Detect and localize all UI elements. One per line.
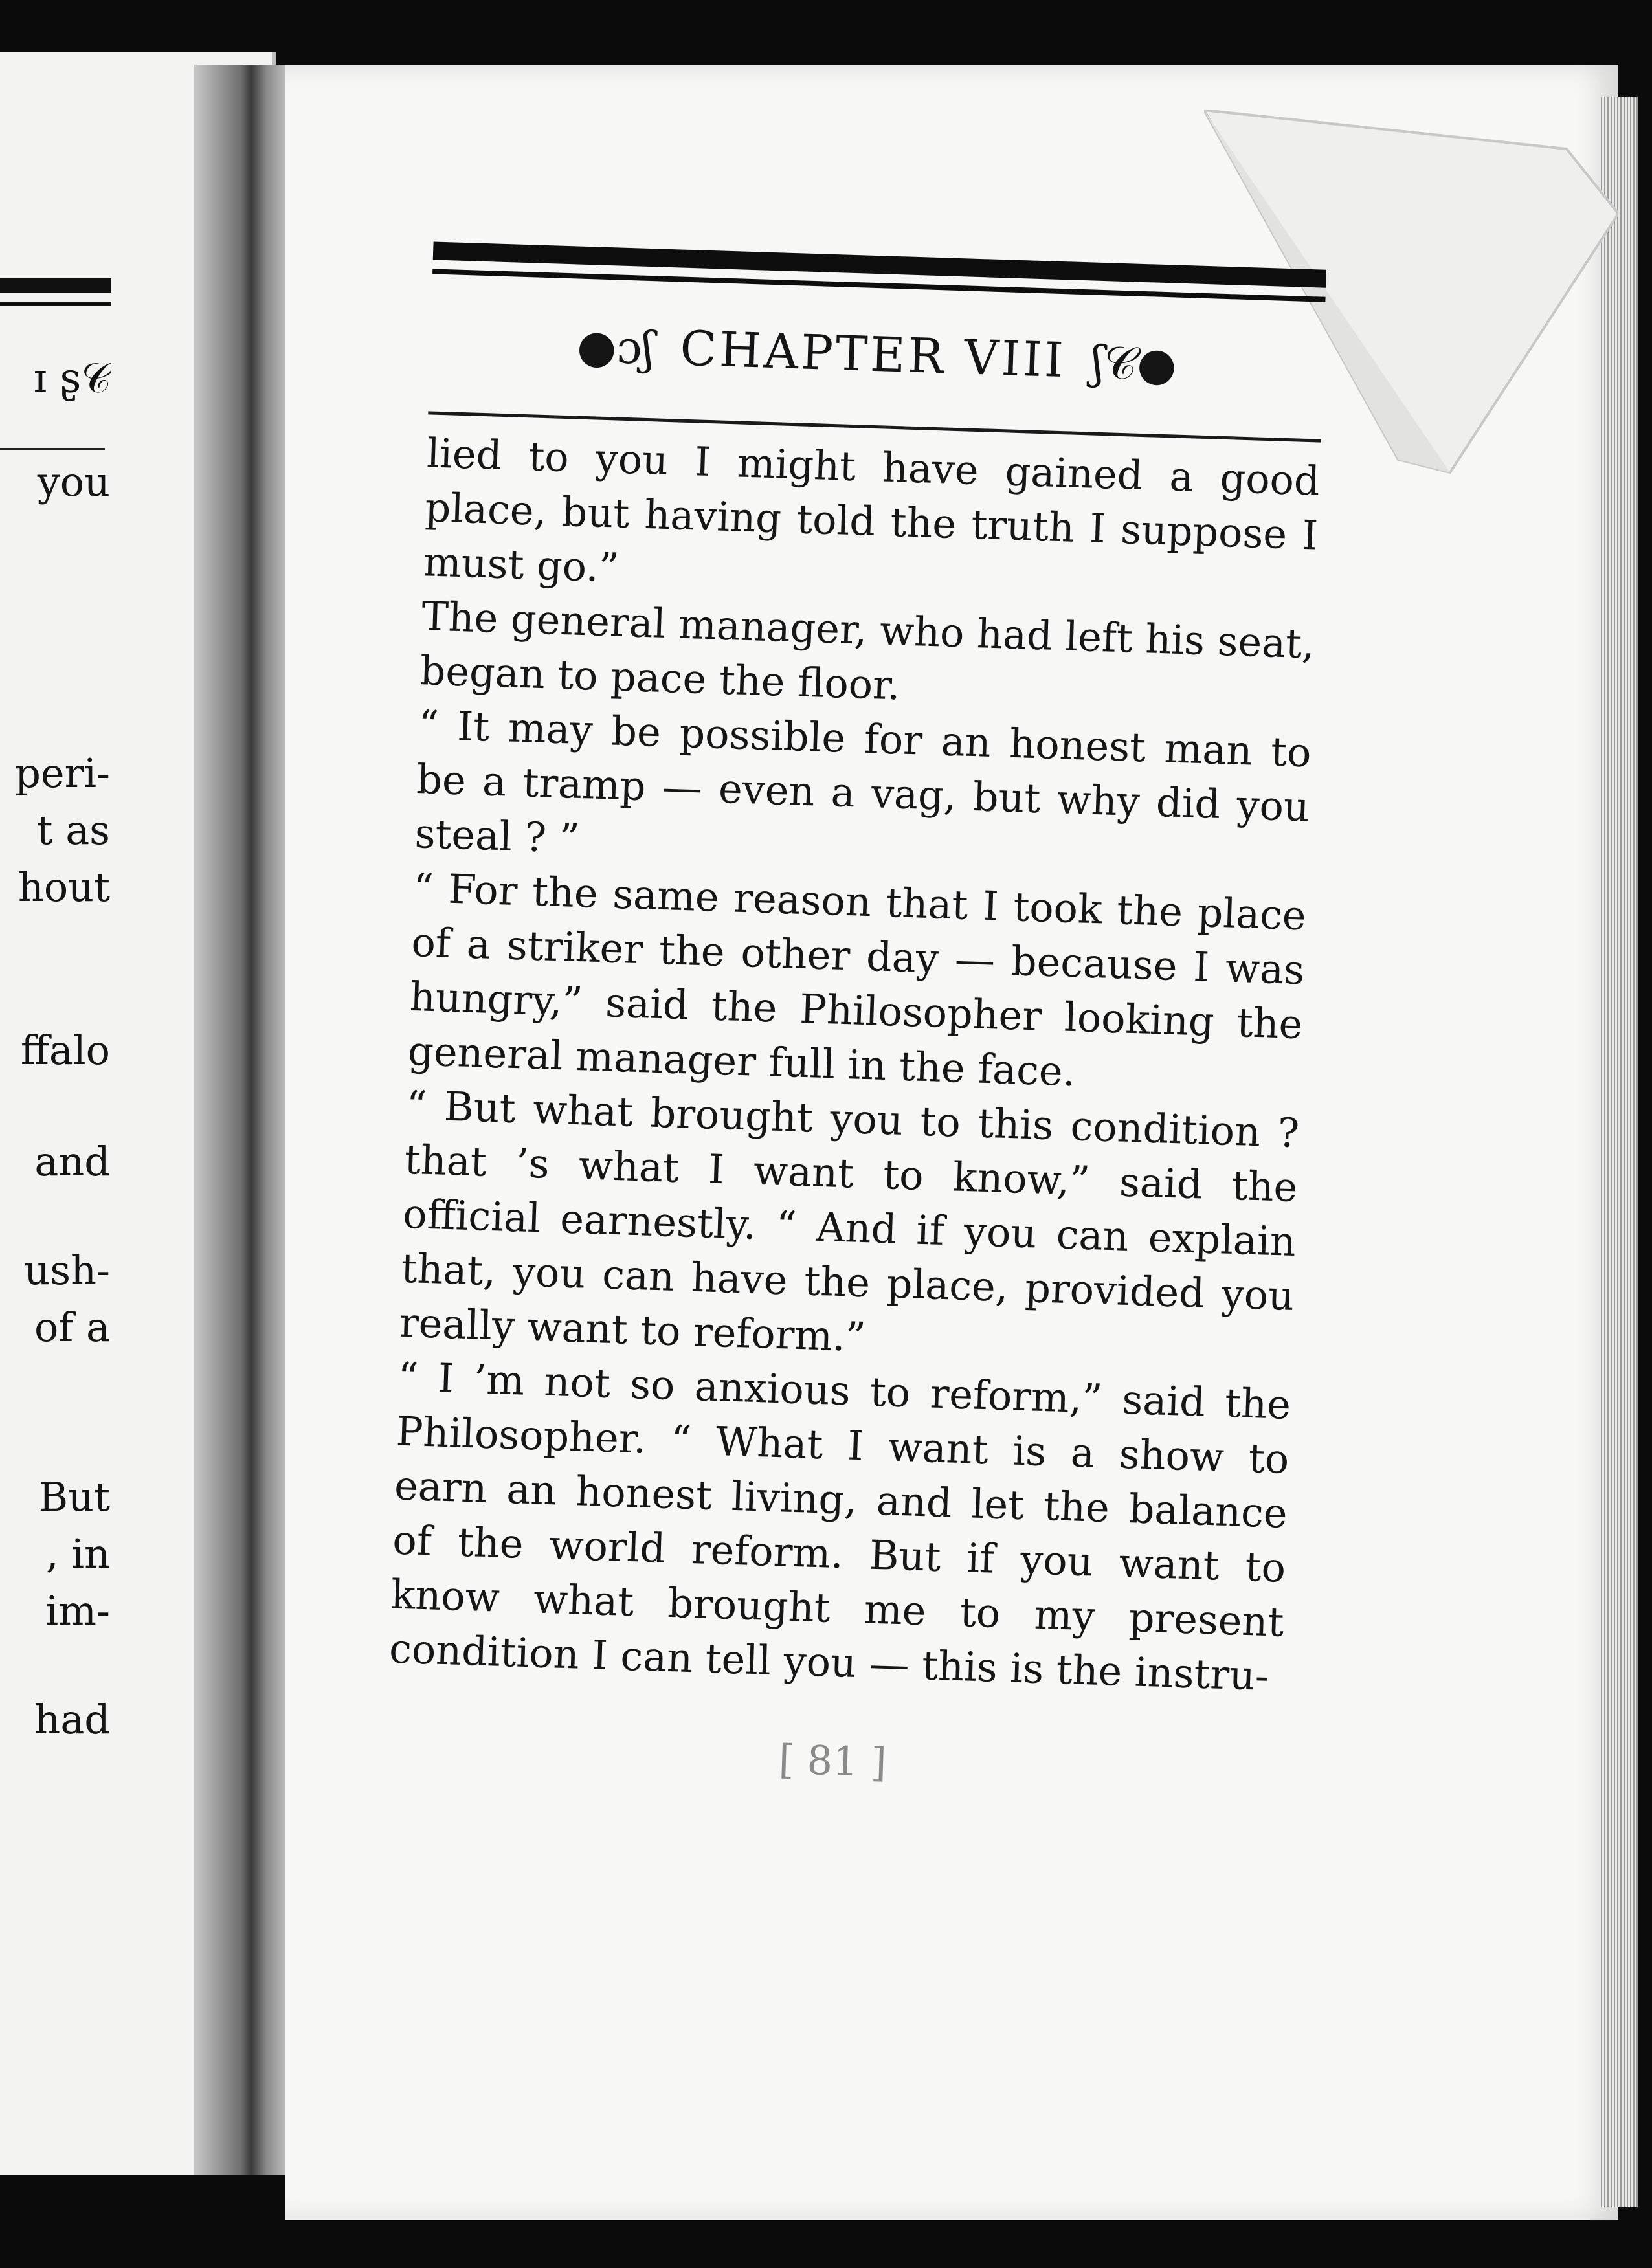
chapter-title: CHAPTER VIII: [679, 320, 1067, 389]
paragraph: “ For the same reason that I took the place of a striker the other day — because I was hungry,” said the Philosopher looking the general manager full in the face.: [407, 863, 1307, 1096]
left-header-rule-thin: [0, 302, 111, 306]
left-text-fragment: hout: [17, 863, 110, 911]
left-text-fragment: But: [38, 1473, 110, 1520]
left-text-fragment: and: [34, 1138, 110, 1185]
left-text-fragment: im-: [45, 1587, 110, 1634]
left-header-rule-thick: [0, 278, 111, 293]
paragraph: “ I ’m not so anxious to reform,” said the Philosopher. “ What I want is a show to earn an honest living, and let the balance of the world reform. But if you want to know what brought me to my present condition I can tell you — this is the instru-: [388, 1353, 1291, 1700]
ornament-right-icon: ʃ𝒞●: [1091, 335, 1178, 392]
paragraph: “ It may be possible for an honest man to be a tramp — even a vag, but why did you steal ? ”: [414, 701, 1312, 862]
paragraph: lied to you I might have gained a good place, but having told the truth I suppose I must go.”: [422, 429, 1321, 592]
ornament-left-icon: ●ɔʃ: [576, 319, 655, 375]
page-number: [ 81 ]: [777, 1735, 887, 1786]
left-text-fragment: of a: [34, 1304, 110, 1351]
chapter-heading: [429, 313, 1324, 396]
left-header-ornament: ɪ ʂ𝒞: [33, 355, 111, 403]
body-text: [388, 426, 1321, 1704]
left-text-fragment: had: [34, 1696, 110, 1743]
left-text-fragment: you: [37, 458, 110, 506]
page-content: [311, 233, 1333, 1881]
left-header-underline: [0, 448, 105, 450]
left-text-fragment: ush-: [24, 1247, 110, 1294]
left-text-fragment: ffalo: [20, 1027, 110, 1074]
left-text-fragment: peri-: [15, 750, 110, 797]
left-text-fragment: , in: [45, 1530, 110, 1577]
paragraph: “ But what brought you to this condition ? that ’s what I want to know,” said the official earnestly. “ And if you can explain that, you can have the place, provided you really want to reform.”: [399, 1081, 1300, 1361]
paragraph: The general manager, who had left his seat, began to pace the floor.: [419, 592, 1315, 709]
left-text-fragment: t as: [36, 806, 110, 854]
book-spine: [194, 65, 298, 2175]
